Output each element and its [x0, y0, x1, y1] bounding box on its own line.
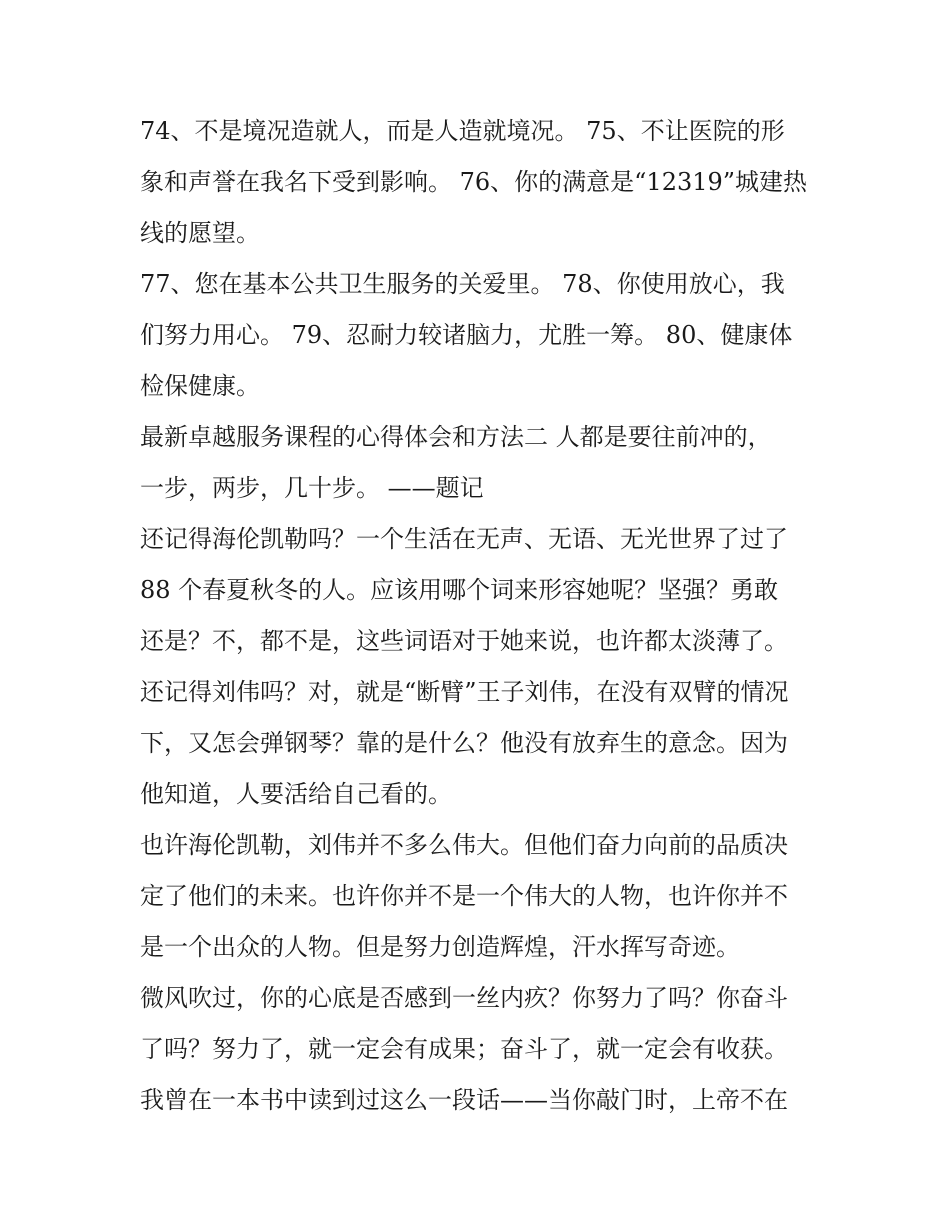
- text-line: 还记得海伦凯勒吗？一个生活在无声、无语、无光世界了过了: [140, 525, 788, 553]
- text-line: 还是？不，都不是，这些词语对于她来说，也许都太淡薄了。: [140, 627, 788, 655]
- text-line: 微风吹过，你的心底是否感到一丝内疚？你努力了吗？你奋斗: [140, 984, 788, 1012]
- text-line: 下，又怎会弹钢琴？靠的是什么？他没有放弃生的意念。因为: [140, 729, 788, 757]
- text-line: 了吗？努力了，就一定会有成果；奋斗了，就一定会有收获。: [140, 1035, 788, 1063]
- text-line: 是一个出众的人物。但是努力创造辉煌，汗水挥写奇迹。: [140, 933, 740, 961]
- text-line: 定了他们的未来。也许你并不是一个伟大的人物，也许你并不: [140, 882, 788, 910]
- text-line: 他知道，人要活给自己看的。: [140, 780, 452, 808]
- document-body: [140, 106, 820, 1126]
- text-line: 线的愿望。: [140, 219, 260, 247]
- text-line: 一步，两步，几十步。 ——题记: [140, 474, 484, 502]
- text-line: 最新卓越服务课程的心得体会和方法二 人都是要往前冲的，: [140, 423, 772, 451]
- text-line: 88 个春夏秋冬的人。应该用哪个词来形容她呢？坚强？勇敢: [140, 576, 779, 604]
- text-line: 我曾在一本书中读到过这么一段话——当你敲门时，上帝不在: [140, 1086, 788, 1114]
- text-line: 77、您在基本公共卫生服务的关爱里。 78、你使用放心，我: [140, 270, 785, 298]
- text-line: 还记得刘伟吗？对，就是“断臂”王子刘伟，在没有双臂的情况: [140, 678, 789, 706]
- text-line: 象和声誉在我名下受到影响。 76、你的满意是“12319”城建热: [140, 168, 808, 196]
- text-line: 也许海伦凯勒，刘伟并不多么伟大。但他们奋力向前的品质决: [140, 831, 788, 859]
- text-line: 们努力用心。 79、忍耐力较诸脑力，尤胜一筹。 80、健康体: [140, 321, 793, 349]
- text-line: 74、不是境况造就人，而是人造就境况。 75、不让医院的形: [140, 117, 785, 145]
- text-line: 检保健康。: [140, 372, 260, 400]
